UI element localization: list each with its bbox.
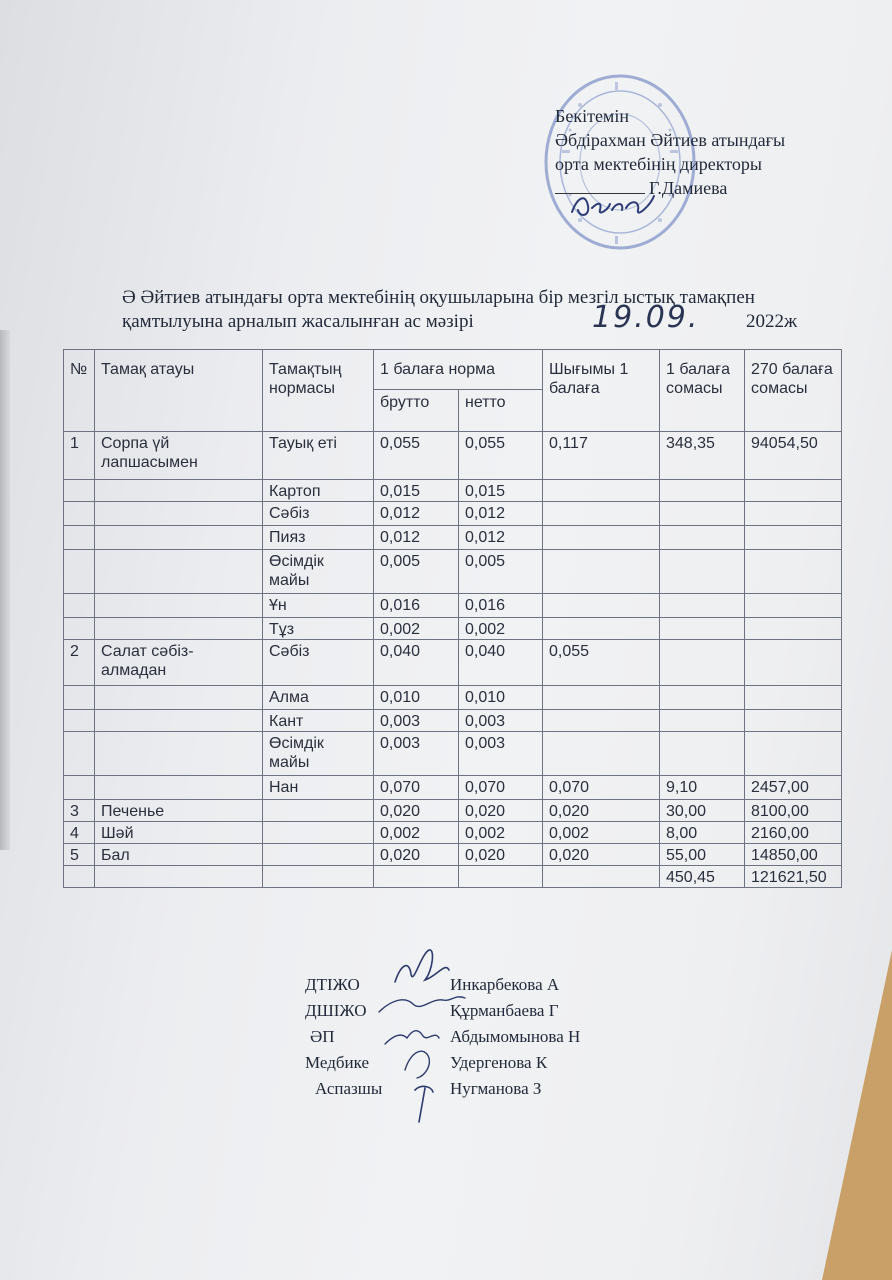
- cell-dish: [95, 732, 263, 776]
- cell-num: [64, 502, 95, 526]
- cell-output: [543, 732, 660, 776]
- cell-dish: [95, 526, 263, 550]
- header-output: Шығымы 1 балаға: [543, 350, 660, 432]
- cell-ingredient: Сәбіз: [263, 640, 374, 686]
- table-row: [64, 594, 842, 618]
- cell-gross: [374, 866, 459, 888]
- cell-sum1: [660, 526, 745, 550]
- cell-sum270: [745, 732, 842, 776]
- cell-dish: [95, 710, 263, 732]
- cell-sum270: [745, 686, 842, 710]
- cell-dish: [95, 866, 263, 888]
- cell-ingredient: Өсімдік майы: [263, 732, 374, 776]
- menu-year: 2022ж: [746, 311, 798, 332]
- cell-dish: Печенье: [95, 800, 263, 822]
- cell-ingredient: Нан: [263, 776, 374, 800]
- header-num: №: [64, 350, 95, 432]
- cell-net: 0,002: [459, 618, 543, 640]
- menu-table: [63, 349, 842, 888]
- cell-ingredient: Өсімдік майы: [263, 550, 374, 594]
- signature-role: Аспазшы: [315, 1079, 383, 1098]
- table-row: [64, 732, 842, 776]
- cell-sum270: [745, 594, 842, 618]
- approval-title: Бекітемін: [555, 106, 629, 126]
- cell-net: 0,040: [459, 640, 543, 686]
- table-row: [64, 618, 842, 640]
- cell-dish: [95, 776, 263, 800]
- signature-row: [305, 1050, 548, 1076]
- cell-gross: 0,002: [374, 618, 459, 640]
- cell-sum270: [745, 618, 842, 640]
- cell-net: 0,012: [459, 526, 543, 550]
- cell-gross: 0,015: [374, 480, 459, 502]
- cell-gross: 0,016: [374, 594, 459, 618]
- cell-dish: Сорпа үй лапшасымен: [95, 432, 263, 480]
- cell-net: 0,020: [459, 844, 543, 866]
- signature-name: Инкарбекова А: [450, 975, 560, 994]
- cell-output: [543, 710, 660, 732]
- cell-net: [459, 866, 543, 888]
- header-dish: Тамақ атауы: [95, 350, 263, 432]
- cell-num: [64, 526, 95, 550]
- cell-output: 0,070: [543, 776, 660, 800]
- table-row: [64, 822, 842, 844]
- cell-sum270: 121621,50: [745, 866, 842, 888]
- cell-gross: 0,003: [374, 732, 459, 776]
- cell-gross: 0,070: [374, 776, 459, 800]
- table-row: [64, 432, 842, 480]
- cell-sum1: [660, 550, 745, 594]
- cell-net: 0,002: [459, 822, 543, 844]
- cell-sum1: 55,00: [660, 844, 745, 866]
- cell-gross: 0,012: [374, 502, 459, 526]
- cell-sum1: [660, 594, 745, 618]
- cell-gross: 0,005: [374, 550, 459, 594]
- cell-sum270: 2160,00: [745, 822, 842, 844]
- cell-output: [543, 550, 660, 594]
- cell-sum270: [745, 502, 842, 526]
- menu-title-line-1: Ә Әйтиев атындағы орта мектебінің оқушыларына бір мезгіл ыстық тамақпен: [122, 287, 755, 308]
- header-gross: брутто: [374, 390, 459, 432]
- table-row: [64, 640, 842, 686]
- cell-output: [543, 866, 660, 888]
- cell-sum1: [660, 480, 745, 502]
- cell-net: 0,020: [459, 800, 543, 822]
- cell-dish: Шәй: [95, 822, 263, 844]
- cell-sum1: [660, 502, 745, 526]
- menu-table-body: [64, 432, 842, 888]
- menu-title: [122, 286, 842, 334]
- table-row: [64, 502, 842, 526]
- table-row: [64, 550, 842, 594]
- cell-sum1: [660, 732, 745, 776]
- cell-ingredient: Пияз: [263, 526, 374, 550]
- cell-net: 0,003: [459, 710, 543, 732]
- cell-output: [543, 502, 660, 526]
- signature-row: [305, 998, 559, 1024]
- signature-row: [305, 972, 560, 998]
- cell-num: [64, 866, 95, 888]
- cell-gross: 0,002: [374, 822, 459, 844]
- cell-num: 4: [64, 822, 95, 844]
- cell-num: 3: [64, 800, 95, 822]
- table-row: [64, 800, 842, 822]
- cell-gross: 0,003: [374, 710, 459, 732]
- cell-net: 0,005: [459, 550, 543, 594]
- cell-dish: [95, 594, 263, 618]
- cell-ingredient: Алма: [263, 686, 374, 710]
- header-sum1: 1 балаға сомасы: [660, 350, 745, 432]
- cell-sum270: 14850,00: [745, 844, 842, 866]
- cell-dish: Бал: [95, 844, 263, 866]
- cell-gross: 0,010: [374, 686, 459, 710]
- handwritten-date: 19.09.: [592, 300, 700, 335]
- cell-net: 0,012: [459, 502, 543, 526]
- cell-sum1: [660, 710, 745, 732]
- cell-net: 0,016: [459, 594, 543, 618]
- cell-sum1: 8,00: [660, 822, 745, 844]
- cell-ingredient: [263, 822, 374, 844]
- cell-gross: 0,020: [374, 844, 459, 866]
- cell-dish: [95, 686, 263, 710]
- header-per-child: 1 балаға норма: [374, 350, 543, 390]
- cell-sum1: 348,35: [660, 432, 745, 480]
- cell-output: 0,117: [543, 432, 660, 480]
- cell-num: [64, 776, 95, 800]
- cell-dish: [95, 502, 263, 526]
- signature-role: ӘП: [310, 1027, 335, 1046]
- signature-name: Құрманбаева Г: [450, 1001, 559, 1020]
- approval-block: [555, 104, 785, 200]
- table-row: [64, 686, 842, 710]
- cell-sum270: 2457,00: [745, 776, 842, 800]
- cell-num: [64, 686, 95, 710]
- cell-ingredient: Ұн: [263, 594, 374, 618]
- header-net: нетто: [459, 390, 543, 432]
- cell-sum1: 450,45: [660, 866, 745, 888]
- cell-num: [64, 732, 95, 776]
- cell-dish: [95, 480, 263, 502]
- cell-num: [64, 550, 95, 594]
- cell-num: [64, 480, 95, 502]
- background-corner: [822, 950, 892, 1280]
- cell-gross: 0,040: [374, 640, 459, 686]
- cell-sum1: 9,10: [660, 776, 745, 800]
- cell-gross: 0,055: [374, 432, 459, 480]
- cell-ingredient: [263, 800, 374, 822]
- signature-row: [305, 1024, 581, 1050]
- cell-ingredient: Тұз: [263, 618, 374, 640]
- cell-output: 0,002: [543, 822, 660, 844]
- cell-sum1: 30,00: [660, 800, 745, 822]
- signature-role: Медбике: [305, 1053, 369, 1072]
- table-row: [64, 776, 842, 800]
- cell-output: [543, 618, 660, 640]
- cell-ingredient: [263, 866, 374, 888]
- cell-net: 0,015: [459, 480, 543, 502]
- cell-net: 0,070: [459, 776, 543, 800]
- cell-sum270: [745, 710, 842, 732]
- cell-net: 0,010: [459, 686, 543, 710]
- cell-sum270: [745, 640, 842, 686]
- cell-dish: Салат сәбіз-алмадан: [95, 640, 263, 686]
- cell-num: [64, 594, 95, 618]
- cell-sum1: [660, 640, 745, 686]
- cell-output: 0,020: [543, 844, 660, 866]
- menu-title-line-2: қамтылуына арналып жасалынған ас мәзірі: [122, 311, 474, 332]
- signature-name: Нугманова З: [450, 1079, 542, 1098]
- cell-sum270: 8100,00: [745, 800, 842, 822]
- cell-gross: 0,020: [374, 800, 459, 822]
- cell-net: 0,055: [459, 432, 543, 480]
- cell-sum270: 94054,50: [745, 432, 842, 480]
- table-row: [64, 710, 842, 732]
- table-row: [64, 866, 842, 888]
- cell-ingredient: [263, 844, 374, 866]
- cell-sum270: [745, 550, 842, 594]
- cell-ingredient: Кант: [263, 710, 374, 732]
- cell-sum270: [745, 526, 842, 550]
- table-row: [64, 844, 842, 866]
- cell-net: 0,003: [459, 732, 543, 776]
- cell-ingredient: Сәбіз: [263, 502, 374, 526]
- header-norm: Тамақтың нормасы: [263, 350, 374, 432]
- cell-sum1: [660, 618, 745, 640]
- approval-line-1: Әбдірахман Әйтиев атындағы: [555, 130, 786, 150]
- director-signature-line: [555, 176, 785, 200]
- cell-output: [543, 480, 660, 502]
- cell-num: 5: [64, 844, 95, 866]
- cell-num: 2: [64, 640, 95, 686]
- signature-name: Удергенова К: [450, 1053, 548, 1072]
- signature-name: Абдымомынова Н: [450, 1027, 581, 1046]
- cell-output: [543, 526, 660, 550]
- cell-sum1: [660, 686, 745, 710]
- table-row: [64, 480, 842, 502]
- header-sum270: 270 балаға сомасы: [745, 350, 842, 432]
- paper-edge-shadow: [0, 330, 10, 850]
- signatures-block: [305, 972, 581, 1102]
- signature-role: ДШІЖО: [305, 1001, 367, 1020]
- cell-ingredient: Картоп: [263, 480, 374, 502]
- cell-sum270: [745, 480, 842, 502]
- table-row: [64, 526, 842, 550]
- director-name: Г.Дамиева: [649, 178, 728, 198]
- cell-gross: 0,012: [374, 526, 459, 550]
- approval-line-2: орта мектебінің директоры: [555, 154, 763, 174]
- cell-output: 0,020: [543, 800, 660, 822]
- cell-output: 0,055: [543, 640, 660, 686]
- cell-output: [543, 594, 660, 618]
- cell-num: [64, 618, 95, 640]
- cell-num: 1: [64, 432, 95, 480]
- signature-row: [305, 1076, 542, 1102]
- cell-dish: [95, 618, 263, 640]
- cell-num: [64, 710, 95, 732]
- signature-role: ДТІЖО: [305, 975, 360, 994]
- cell-output: [543, 686, 660, 710]
- cell-dish: [95, 550, 263, 594]
- cell-ingredient: Тауық еті: [263, 432, 374, 480]
